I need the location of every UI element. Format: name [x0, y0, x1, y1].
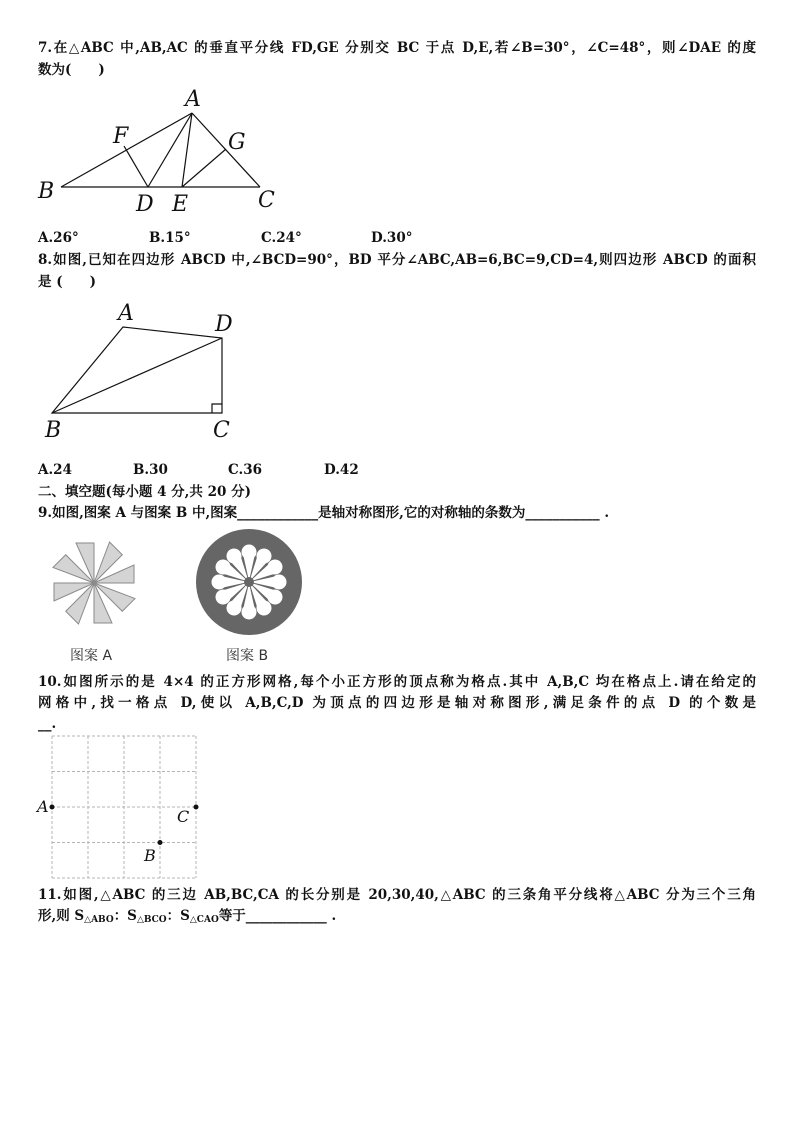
pattern-b-flower-disc [195, 528, 303, 636]
q7-triangle-figure [30, 85, 290, 220]
point-C [194, 805, 199, 810]
q8-text-line2: 是 ( ) [38, 274, 96, 290]
section-heading: 二、填空题(每小题 4 分,共 20 分) [38, 484, 251, 500]
q10-text-line1: 10.如图所示的是 4×4 的正方形网格,每个小正方形的顶点称为格点.其中 A,B,C 均在格点上.请在给定的 [38, 674, 756, 690]
pattern-a-pinwheel [38, 528, 150, 638]
q11-subscript-bco: △BCO [136, 915, 167, 925]
right-angle-mark [212, 404, 222, 413]
label-A: A [118, 301, 134, 326]
label-E: E [172, 192, 189, 217]
segment-AE [182, 113, 192, 187]
caption-pattern-a: 图案 A [70, 648, 113, 664]
segment-AC [192, 113, 260, 187]
q11-sep2: ：S [166, 908, 190, 924]
label-C: C [258, 188, 275, 213]
q11-sep1: ：S [113, 908, 137, 924]
q11-prefix: 形,则 S [38, 908, 85, 924]
q7-text-line1: 7.在△ABC 中,AB,AC 的垂直平分线 FD,GE 分别交 BC 于点 D,E,若∠B=30°，∠C=48°，则∠DAE 的度 [38, 40, 756, 56]
label-C: C [177, 807, 190, 826]
label-C: C [213, 418, 230, 443]
q10-text-line2: 网格中,找一格点 D,使以 A,B,C,D 为顶点的四边形是轴对称图形,满足条件的点 D 的个数是 [38, 695, 756, 711]
label-A: A [185, 87, 201, 112]
q8-option-b: B.30 [133, 462, 168, 478]
q10-text-line3: __. [38, 716, 57, 732]
segment-GE [182, 149, 226, 187]
q8-option-d: D.42 [324, 462, 359, 478]
label-B: B [38, 179, 55, 204]
label-G: G [228, 130, 246, 155]
label-F: F [113, 124, 129, 149]
label-D: D [215, 312, 233, 337]
label-A: A [37, 797, 49, 816]
q11-subscript-abo: △ABO [84, 915, 114, 925]
label-D: D [136, 192, 154, 217]
quadrilateral-ABCD [52, 327, 222, 413]
q11-text-line2 [38, 906, 756, 930]
q7-option-b: B.15° [149, 230, 191, 246]
point-A [50, 805, 55, 810]
q8-text-line1: 8.如图,已知在四边形 ABCD 中,∠BCD=90°，BD 平分∠ABC,AB=6,BC=9,CD=4,则四边形 ABCD 的面积 [38, 252, 756, 268]
diagonal-BD [52, 338, 222, 413]
q8-option-a: A.24 [38, 462, 72, 478]
q11-suffix: 等于____________ . [218, 908, 337, 924]
q9-text: 9.如图,图案 A 与图案 B 中,图案____________是轴对称图形,它的对称轴的条数为___________ . [38, 505, 610, 521]
q7-text-line2: 数为( ) [38, 62, 105, 78]
caption-pattern-b: 图案 B [226, 648, 269, 664]
q11-text-line1: 11.如图,△ABC 的三边 AB,BC,CA 的长分别是 20,30,40,△ABC 的三条角平分线将△ABC 分为三个三角 [38, 887, 756, 903]
q8-option-c: C.36 [228, 462, 262, 478]
q7-option-a: A.26° [38, 230, 79, 246]
segment-FD [124, 146, 148, 187]
q7-option-c: C.24° [261, 230, 302, 246]
q11-subscript-cao: △CAO [189, 915, 219, 925]
label-B: B [144, 846, 156, 865]
q10-grid-figure [36, 732, 206, 882]
dashed-grid [52, 736, 196, 878]
q8-quadrilateral-figure [40, 300, 250, 445]
q7-option-d: D.30° [371, 230, 413, 246]
segment-AD [148, 113, 192, 187]
point-B [158, 840, 163, 845]
label-B: B [45, 418, 62, 443]
